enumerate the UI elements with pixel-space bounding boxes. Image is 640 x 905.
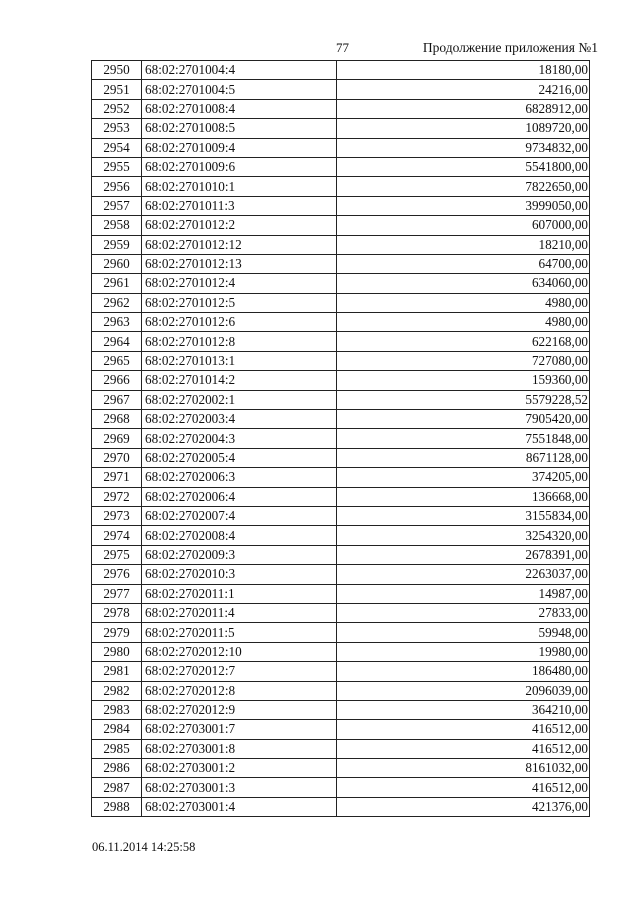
cadastral-value-cell: 416512,00 bbox=[337, 739, 590, 758]
row-number-cell: 2969 bbox=[92, 429, 142, 448]
table-row bbox=[92, 797, 590, 816]
table-row bbox=[92, 254, 590, 273]
table-row bbox=[92, 313, 590, 332]
row-number-cell: 2954 bbox=[92, 138, 142, 157]
table-row bbox=[92, 468, 590, 487]
footer-timestamp: 06.11.2014 14:25:58 bbox=[92, 840, 196, 854]
cadastral-number-cell: 68:02:2701012:2 bbox=[142, 216, 337, 235]
cadastral-number-cell: 68:02:2701011:3 bbox=[142, 196, 337, 215]
table-row bbox=[92, 506, 590, 525]
row-number-cell: 2985 bbox=[92, 739, 142, 758]
row-number-cell: 2963 bbox=[92, 313, 142, 332]
cadastral-number-cell: 68:02:2701004:5 bbox=[142, 80, 337, 99]
cadastral-number-cell: 68:02:2702010:3 bbox=[142, 565, 337, 584]
cadastral-number-cell: 68:02:2702012:10 bbox=[142, 642, 337, 661]
cadastral-value-cell: 7822650,00 bbox=[337, 177, 590, 196]
cadastral-number-cell: 68:02:2701008:4 bbox=[142, 99, 337, 118]
cadastral-value-cell: 2096039,00 bbox=[337, 681, 590, 700]
cadastral-value-cell: 2678391,00 bbox=[337, 545, 590, 564]
cadastral-number-cell: 68:02:2701004:4 bbox=[142, 61, 337, 80]
cadastral-number-cell: 68:02:2701008:5 bbox=[142, 119, 337, 138]
row-number-cell: 2953 bbox=[92, 119, 142, 138]
table-row bbox=[92, 410, 590, 429]
cadastral-number-cell: 68:02:2703001:7 bbox=[142, 720, 337, 739]
cadastral-value-cell: 374205,00 bbox=[337, 468, 590, 487]
cadastral-value-cell: 416512,00 bbox=[337, 778, 590, 797]
table-row bbox=[92, 642, 590, 661]
row-number-cell: 2952 bbox=[92, 99, 142, 118]
cadastral-value-cell: 64700,00 bbox=[337, 254, 590, 273]
table-row bbox=[92, 332, 590, 351]
row-number-cell: 2977 bbox=[92, 584, 142, 603]
table-row bbox=[92, 119, 590, 138]
table-row bbox=[92, 778, 590, 797]
cadastral-value-cell: 1089720,00 bbox=[337, 119, 590, 138]
cadastral-value-cell: 18210,00 bbox=[337, 235, 590, 254]
table-row bbox=[92, 700, 590, 719]
table-row bbox=[92, 157, 590, 176]
cadastral-number-cell: 68:02:2701012:8 bbox=[142, 332, 337, 351]
cadastral-number-cell: 68:02:2702006:3 bbox=[142, 468, 337, 487]
cadastral-number-cell: 68:02:2701012:13 bbox=[142, 254, 337, 273]
row-number-cell: 2957 bbox=[92, 196, 142, 215]
cadastral-value-cell: 3254320,00 bbox=[337, 526, 590, 545]
cadastral-value-cell: 421376,00 bbox=[337, 797, 590, 816]
cadastral-value-cell: 6828912,00 bbox=[337, 99, 590, 118]
table-row bbox=[92, 739, 590, 758]
table-row bbox=[92, 138, 590, 157]
table-row bbox=[92, 584, 590, 603]
cadastral-value-cell: 4980,00 bbox=[337, 313, 590, 332]
cadastral-value-cell: 14987,00 bbox=[337, 584, 590, 603]
cadastral-value-cell: 3155834,00 bbox=[337, 506, 590, 525]
cadastral-number-cell: 68:02:2703001:3 bbox=[142, 778, 337, 797]
table-row bbox=[92, 196, 590, 215]
appendix-title: Продолжение приложения №1 bbox=[422, 40, 598, 55]
table-row bbox=[92, 759, 590, 778]
table-row bbox=[92, 61, 590, 80]
cadastral-number-cell: 68:02:2701012:6 bbox=[142, 313, 337, 332]
row-number-cell: 2966 bbox=[92, 371, 142, 390]
cadastral-number-cell: 68:02:2702012:7 bbox=[142, 662, 337, 681]
cadastral-value-cell: 7551848,00 bbox=[337, 429, 590, 448]
cadastral-number-cell: 68:02:2701012:12 bbox=[142, 235, 337, 254]
cadastral-value-cell: 727080,00 bbox=[337, 351, 590, 370]
cadastral-number-cell: 68:02:2701012:4 bbox=[142, 274, 337, 293]
cadastral-value-cell: 364210,00 bbox=[337, 700, 590, 719]
cadastral-number-cell: 68:02:2703001:4 bbox=[142, 797, 337, 816]
row-number-cell: 2968 bbox=[92, 410, 142, 429]
row-number-cell: 2984 bbox=[92, 720, 142, 739]
table-row bbox=[92, 429, 590, 448]
row-number-cell: 2982 bbox=[92, 681, 142, 700]
row-number-cell: 2973 bbox=[92, 506, 142, 525]
table-row bbox=[92, 603, 590, 622]
cadastral-number-cell: 68:02:2702012:9 bbox=[142, 700, 337, 719]
row-number-cell: 2981 bbox=[92, 662, 142, 681]
row-number-cell: 2964 bbox=[92, 332, 142, 351]
table-row bbox=[92, 565, 590, 584]
cadastral-value-cell: 8671128,00 bbox=[337, 448, 590, 467]
table-row bbox=[92, 526, 590, 545]
row-number-cell: 2975 bbox=[92, 545, 142, 564]
table-row bbox=[92, 662, 590, 681]
cadastral-number-cell: 68:02:2701014:2 bbox=[142, 371, 337, 390]
cadastral-value-cell: 2263037,00 bbox=[337, 565, 590, 584]
table-row bbox=[92, 681, 590, 700]
row-number-cell: 2961 bbox=[92, 274, 142, 293]
cadastral-value-cell: 24216,00 bbox=[337, 80, 590, 99]
table-row bbox=[92, 235, 590, 254]
row-number-cell: 2950 bbox=[92, 61, 142, 80]
cadastral-value-cell: 59948,00 bbox=[337, 623, 590, 642]
cadastral-number-cell: 68:02:2702011:4 bbox=[142, 603, 337, 622]
table-row bbox=[92, 177, 590, 196]
row-number-cell: 2960 bbox=[92, 254, 142, 273]
row-number-cell: 2983 bbox=[92, 700, 142, 719]
cadastral-value-cell: 7905420,00 bbox=[337, 410, 590, 429]
page-number: 77 bbox=[336, 40, 349, 55]
cadastral-value-cell: 186480,00 bbox=[337, 662, 590, 681]
cadastral-value-cell: 18180,00 bbox=[337, 61, 590, 80]
cadastral-number-cell: 68:02:2702011:5 bbox=[142, 623, 337, 642]
row-number-cell: 2988 bbox=[92, 797, 142, 816]
cadastral-number-cell: 68:02:2701012:5 bbox=[142, 293, 337, 312]
table-row bbox=[92, 293, 590, 312]
cadastral-value-cell: 8161032,00 bbox=[337, 759, 590, 778]
row-number-cell: 2987 bbox=[92, 778, 142, 797]
cadastral-number-cell: 68:02:2702009:3 bbox=[142, 545, 337, 564]
cadastral-value-cell: 159360,00 bbox=[337, 371, 590, 390]
row-number-cell: 2955 bbox=[92, 157, 142, 176]
cadastral-number-cell: 68:02:2702012:8 bbox=[142, 681, 337, 700]
cadastral-value-cell: 27833,00 bbox=[337, 603, 590, 622]
cadastral-number-cell: 68:02:2702002:1 bbox=[142, 390, 337, 409]
row-number-cell: 2959 bbox=[92, 235, 142, 254]
cadastral-number-cell: 68:02:2702007:4 bbox=[142, 506, 337, 525]
cadastral-value-cell: 4980,00 bbox=[337, 293, 590, 312]
table-row bbox=[92, 351, 590, 370]
row-number-cell: 2951 bbox=[92, 80, 142, 99]
row-number-cell: 2986 bbox=[92, 759, 142, 778]
cadastral-number-cell: 68:02:2702011:1 bbox=[142, 584, 337, 603]
row-number-cell: 2958 bbox=[92, 216, 142, 235]
cadastral-number-cell: 68:02:2701009:4 bbox=[142, 138, 337, 157]
cadastral-number-cell: 68:02:2702003:4 bbox=[142, 410, 337, 429]
row-number-cell: 2978 bbox=[92, 603, 142, 622]
cadastral-number-cell: 68:02:2701009:6 bbox=[142, 157, 337, 176]
cadastral-value-cell: 622168,00 bbox=[337, 332, 590, 351]
row-number-cell: 2980 bbox=[92, 642, 142, 661]
cadastral-number-cell: 68:02:2702008:4 bbox=[142, 526, 337, 545]
cadastral-value-table bbox=[91, 60, 590, 817]
cadastral-value-cell: 19980,00 bbox=[337, 642, 590, 661]
cadastral-number-cell: 68:02:2702005:4 bbox=[142, 448, 337, 467]
cadastral-value-cell: 416512,00 bbox=[337, 720, 590, 739]
row-number-cell: 2972 bbox=[92, 487, 142, 506]
table-row bbox=[92, 448, 590, 467]
row-number-cell: 2971 bbox=[92, 468, 142, 487]
cadastral-number-cell: 68:02:2701013:1 bbox=[142, 351, 337, 370]
row-number-cell: 2967 bbox=[92, 390, 142, 409]
cadastral-number-cell: 68:02:2703001:8 bbox=[142, 739, 337, 758]
table-row bbox=[92, 80, 590, 99]
cadastral-number-cell: 68:02:2701010:1 bbox=[142, 177, 337, 196]
row-number-cell: 2976 bbox=[92, 565, 142, 584]
table-row bbox=[92, 371, 590, 390]
table-row bbox=[92, 487, 590, 506]
table-row bbox=[92, 390, 590, 409]
cadastral-value-cell: 136668,00 bbox=[337, 487, 590, 506]
cadastral-table-container bbox=[91, 60, 590, 817]
cadastral-value-cell: 9734832,00 bbox=[337, 138, 590, 157]
row-number-cell: 2956 bbox=[92, 177, 142, 196]
table-row bbox=[92, 623, 590, 642]
cadastral-number-cell: 68:02:2702004:3 bbox=[142, 429, 337, 448]
cadastral-value-cell: 634060,00 bbox=[337, 274, 590, 293]
row-number-cell: 2970 bbox=[92, 448, 142, 467]
row-number-cell: 2979 bbox=[92, 623, 142, 642]
cadastral-number-cell: 68:02:2703001:2 bbox=[142, 759, 337, 778]
table-row bbox=[92, 545, 590, 564]
row-number-cell: 2962 bbox=[92, 293, 142, 312]
table-row bbox=[92, 720, 590, 739]
cadastral-value-cell: 607000,00 bbox=[337, 216, 590, 235]
row-number-cell: 2974 bbox=[92, 526, 142, 545]
row-number-cell: 2965 bbox=[92, 351, 142, 370]
cadastral-value-cell: 5579228,52 bbox=[337, 390, 590, 409]
table-row bbox=[92, 216, 590, 235]
cadastral-number-cell: 68:02:2702006:4 bbox=[142, 487, 337, 506]
table-body bbox=[92, 61, 590, 817]
cadastral-value-cell: 5541800,00 bbox=[337, 157, 590, 176]
table-row bbox=[92, 274, 590, 293]
table-row bbox=[92, 99, 590, 118]
cadastral-value-cell: 3999050,00 bbox=[337, 196, 590, 215]
